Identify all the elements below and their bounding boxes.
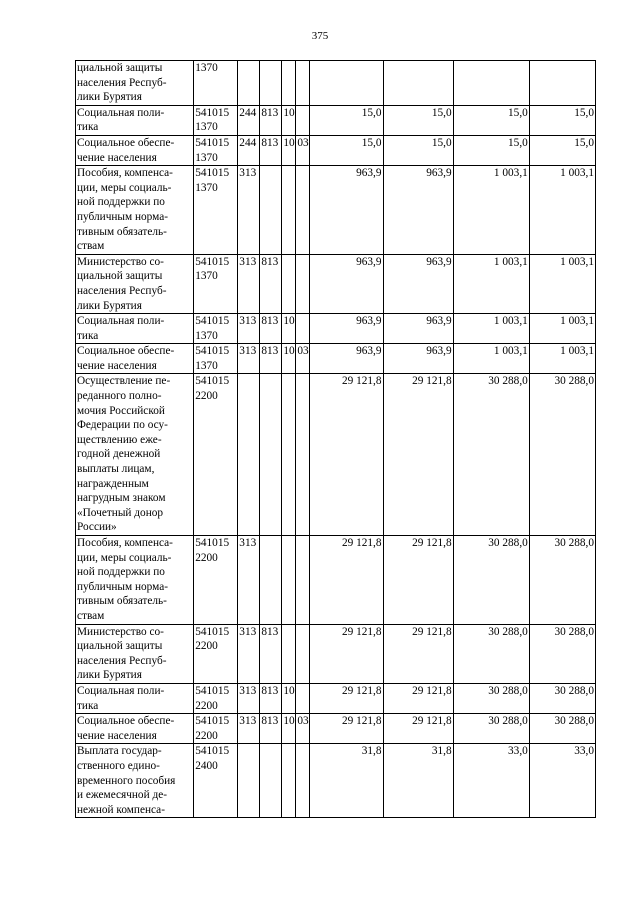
amount-cell-1: 963,9 xyxy=(310,254,383,313)
table-row xyxy=(76,374,596,536)
expense-type-cell: 313 xyxy=(238,314,260,344)
ministry-code-cell: 813 xyxy=(260,314,282,344)
row-name-cell: Социальное обеспе- чение населения xyxy=(76,714,194,744)
expense-type-cell: 244 xyxy=(238,135,260,165)
expense-type-cell: 313 xyxy=(238,536,260,625)
ministry-code-cell: 813 xyxy=(260,105,282,135)
amount-cell-4: 1 003,1 xyxy=(529,344,595,374)
amount-cell-1 xyxy=(310,61,383,106)
section-cell xyxy=(282,624,296,683)
amount-cell-2 xyxy=(383,61,453,106)
ministry-code-cell: 813 xyxy=(260,624,282,683)
amount-cell-4: 15,0 xyxy=(529,105,595,135)
subsection-cell xyxy=(296,61,310,106)
amount-cell-2: 15,0 xyxy=(383,105,453,135)
target-article-cell: 541015 1370 xyxy=(194,254,238,313)
amount-cell-4: 1 003,1 xyxy=(529,314,595,344)
amount-cell-2: 29 121,8 xyxy=(383,624,453,683)
table-row xyxy=(76,314,596,344)
table-row xyxy=(76,166,596,255)
subsection-cell: 03 xyxy=(296,714,310,744)
amount-cell-1: 29 121,8 xyxy=(310,374,383,536)
expense-type-cell: 313 xyxy=(238,683,260,713)
expense-type-cell xyxy=(238,744,260,818)
amount-cell-2: 29 121,8 xyxy=(383,683,453,713)
table-row xyxy=(76,683,596,713)
amount-cell-4: 1 003,1 xyxy=(529,254,595,313)
ministry-code-cell: 813 xyxy=(260,683,282,713)
budget-table xyxy=(75,60,596,818)
table-row xyxy=(76,744,596,818)
row-name-cell: Пособия, компенса- ции, меры социаль- ной поддержки по публичным норма- тивным обязатель- ствам xyxy=(76,536,194,625)
subsection-cell xyxy=(296,254,310,313)
target-article-cell: 541015 1370 xyxy=(194,166,238,255)
target-article-cell: 541015 2400 xyxy=(194,744,238,818)
target-article-cell: 541015 2200 xyxy=(194,683,238,713)
table-row xyxy=(76,344,596,374)
target-article-cell: 541015 2200 xyxy=(194,374,238,536)
row-name-cell: Министерство со- циальной защиты населения Респуб- лики Бурятия xyxy=(76,254,194,313)
amount-cell-3: 1 003,1 xyxy=(453,344,529,374)
ministry-code-cell xyxy=(260,61,282,106)
amount-cell-2: 963,9 xyxy=(383,166,453,255)
table-row xyxy=(76,61,596,106)
amount-cell-3: 15,0 xyxy=(453,135,529,165)
expense-type-cell xyxy=(238,374,260,536)
target-article-cell: 541015 2200 xyxy=(194,624,238,683)
ministry-code-cell: 813 xyxy=(260,344,282,374)
amount-cell-3: 30 288,0 xyxy=(453,624,529,683)
amount-cell-1: 29 121,8 xyxy=(310,683,383,713)
amount-cell-1: 15,0 xyxy=(310,105,383,135)
amount-cell-4: 30 288,0 xyxy=(529,536,595,625)
amount-cell-2: 963,9 xyxy=(383,314,453,344)
section-cell: 10 xyxy=(282,135,296,165)
section-cell: 10 xyxy=(282,314,296,344)
amount-cell-3: 1 003,1 xyxy=(453,314,529,344)
amount-cell-4: 1 003,1 xyxy=(529,166,595,255)
target-article-cell: 541015 2200 xyxy=(194,714,238,744)
section-cell: 10 xyxy=(282,344,296,374)
amount-cell-4: 30 288,0 xyxy=(529,374,595,536)
section-cell: 10 xyxy=(282,714,296,744)
target-article-cell: 541015 1370 xyxy=(194,105,238,135)
ministry-code-cell: 813 xyxy=(260,135,282,165)
table-row xyxy=(76,254,596,313)
subsection-cell: 03 xyxy=(296,135,310,165)
section-cell xyxy=(282,254,296,313)
subsection-cell xyxy=(296,683,310,713)
amount-cell-3 xyxy=(453,61,529,106)
amount-cell-1: 963,9 xyxy=(310,344,383,374)
row-name-cell: Пособия, компенса- ции, меры социаль- ной поддержки по публичным норма- тивным обязатель- ствам xyxy=(76,166,194,255)
table-row xyxy=(76,135,596,165)
amount-cell-1: 963,9 xyxy=(310,314,383,344)
row-name-cell: Министерство со- циальной защиты населения Респуб- лики Бурятия xyxy=(76,624,194,683)
amount-cell-3: 30 288,0 xyxy=(453,714,529,744)
row-name-cell: Социальная поли- тика xyxy=(76,314,194,344)
section-cell xyxy=(282,536,296,625)
amount-cell-2: 29 121,8 xyxy=(383,536,453,625)
amount-cell-2: 29 121,8 xyxy=(383,714,453,744)
table-row xyxy=(76,714,596,744)
subsection-cell xyxy=(296,744,310,818)
amount-cell-4: 15,0 xyxy=(529,135,595,165)
amount-cell-1: 29 121,8 xyxy=(310,624,383,683)
amount-cell-3: 33,0 xyxy=(453,744,529,818)
subsection-cell xyxy=(296,536,310,625)
amount-cell-4: 30 288,0 xyxy=(529,714,595,744)
expense-type-cell: 313 xyxy=(238,714,260,744)
section-cell xyxy=(282,61,296,106)
amount-cell-2: 29 121,8 xyxy=(383,374,453,536)
table-body xyxy=(76,61,596,818)
amount-cell-3: 30 288,0 xyxy=(453,536,529,625)
table-row xyxy=(76,536,596,625)
target-article-cell: 1370 xyxy=(194,61,238,106)
row-name-cell: Социальная поли- тика xyxy=(76,105,194,135)
subsection-cell xyxy=(296,314,310,344)
ministry-code-cell xyxy=(260,744,282,818)
subsection-cell xyxy=(296,105,310,135)
amount-cell-1: 15,0 xyxy=(310,135,383,165)
expense-type-cell: 313 xyxy=(238,166,260,255)
row-name-cell: Осуществление пе- реданного полно- мочия Российской Федерации по осу- ществлению еже- годной денежной выплаты лицам, награжденным нагрудным знаком «Почетный донор России» xyxy=(76,374,194,536)
section-cell xyxy=(282,166,296,255)
expense-type-cell: 313 xyxy=(238,624,260,683)
ministry-code-cell xyxy=(260,536,282,625)
amount-cell-4: 33,0 xyxy=(529,744,595,818)
amount-cell-1: 29 121,8 xyxy=(310,714,383,744)
section-cell: 10 xyxy=(282,683,296,713)
amount-cell-3: 15,0 xyxy=(453,105,529,135)
amount-cell-2: 31,8 xyxy=(383,744,453,818)
page-number: 375 xyxy=(311,30,329,42)
subsection-cell xyxy=(296,374,310,536)
amount-cell-3: 1 003,1 xyxy=(453,254,529,313)
ministry-code-cell xyxy=(260,166,282,255)
target-article-cell: 541015 1370 xyxy=(194,344,238,374)
section-cell: 10 xyxy=(282,105,296,135)
amount-cell-3: 30 288,0 xyxy=(453,374,529,536)
amount-cell-1: 31,8 xyxy=(310,744,383,818)
expense-type-cell: 313 xyxy=(238,254,260,313)
ministry-code-cell: 813 xyxy=(260,714,282,744)
expense-type-cell: 313 xyxy=(238,344,260,374)
target-article-cell: 541015 1370 xyxy=(194,314,238,344)
section-cell xyxy=(282,374,296,536)
row-name-cell: Выплата государ- ственного едино- временного пособия и ежемесячной де- нежной компенса- xyxy=(76,744,194,818)
row-name-cell: Социальная поли- тика xyxy=(76,683,194,713)
amount-cell-4: 30 288,0 xyxy=(529,624,595,683)
amount-cell-4 xyxy=(529,61,595,106)
ministry-code-cell: 813 xyxy=(260,254,282,313)
amount-cell-2: 15,0 xyxy=(383,135,453,165)
amount-cell-4: 30 288,0 xyxy=(529,683,595,713)
table-row xyxy=(76,624,596,683)
amount-cell-1: 29 121,8 xyxy=(310,536,383,625)
expense-type-cell xyxy=(238,61,260,106)
ministry-code-cell xyxy=(260,374,282,536)
amount-cell-2: 963,9 xyxy=(383,344,453,374)
row-name-cell: циальной защиты населения Респуб- лики Бурятия xyxy=(76,61,194,106)
amount-cell-1: 963,9 xyxy=(310,166,383,255)
target-article-cell: 541015 2200 xyxy=(194,536,238,625)
target-article-cell: 541015 1370 xyxy=(194,135,238,165)
section-cell xyxy=(282,744,296,818)
expense-type-cell: 244 xyxy=(238,105,260,135)
subsection-cell xyxy=(296,624,310,683)
amount-cell-2: 963,9 xyxy=(383,254,453,313)
amount-cell-3: 30 288,0 xyxy=(453,683,529,713)
row-name-cell: Социальное обеспе- чение населения xyxy=(76,135,194,165)
amount-cell-3: 1 003,1 xyxy=(453,166,529,255)
subsection-cell xyxy=(296,166,310,255)
subsection-cell: 03 xyxy=(296,344,310,374)
row-name-cell: Социальное обеспе- чение населения xyxy=(76,344,194,374)
table-row xyxy=(76,105,596,135)
